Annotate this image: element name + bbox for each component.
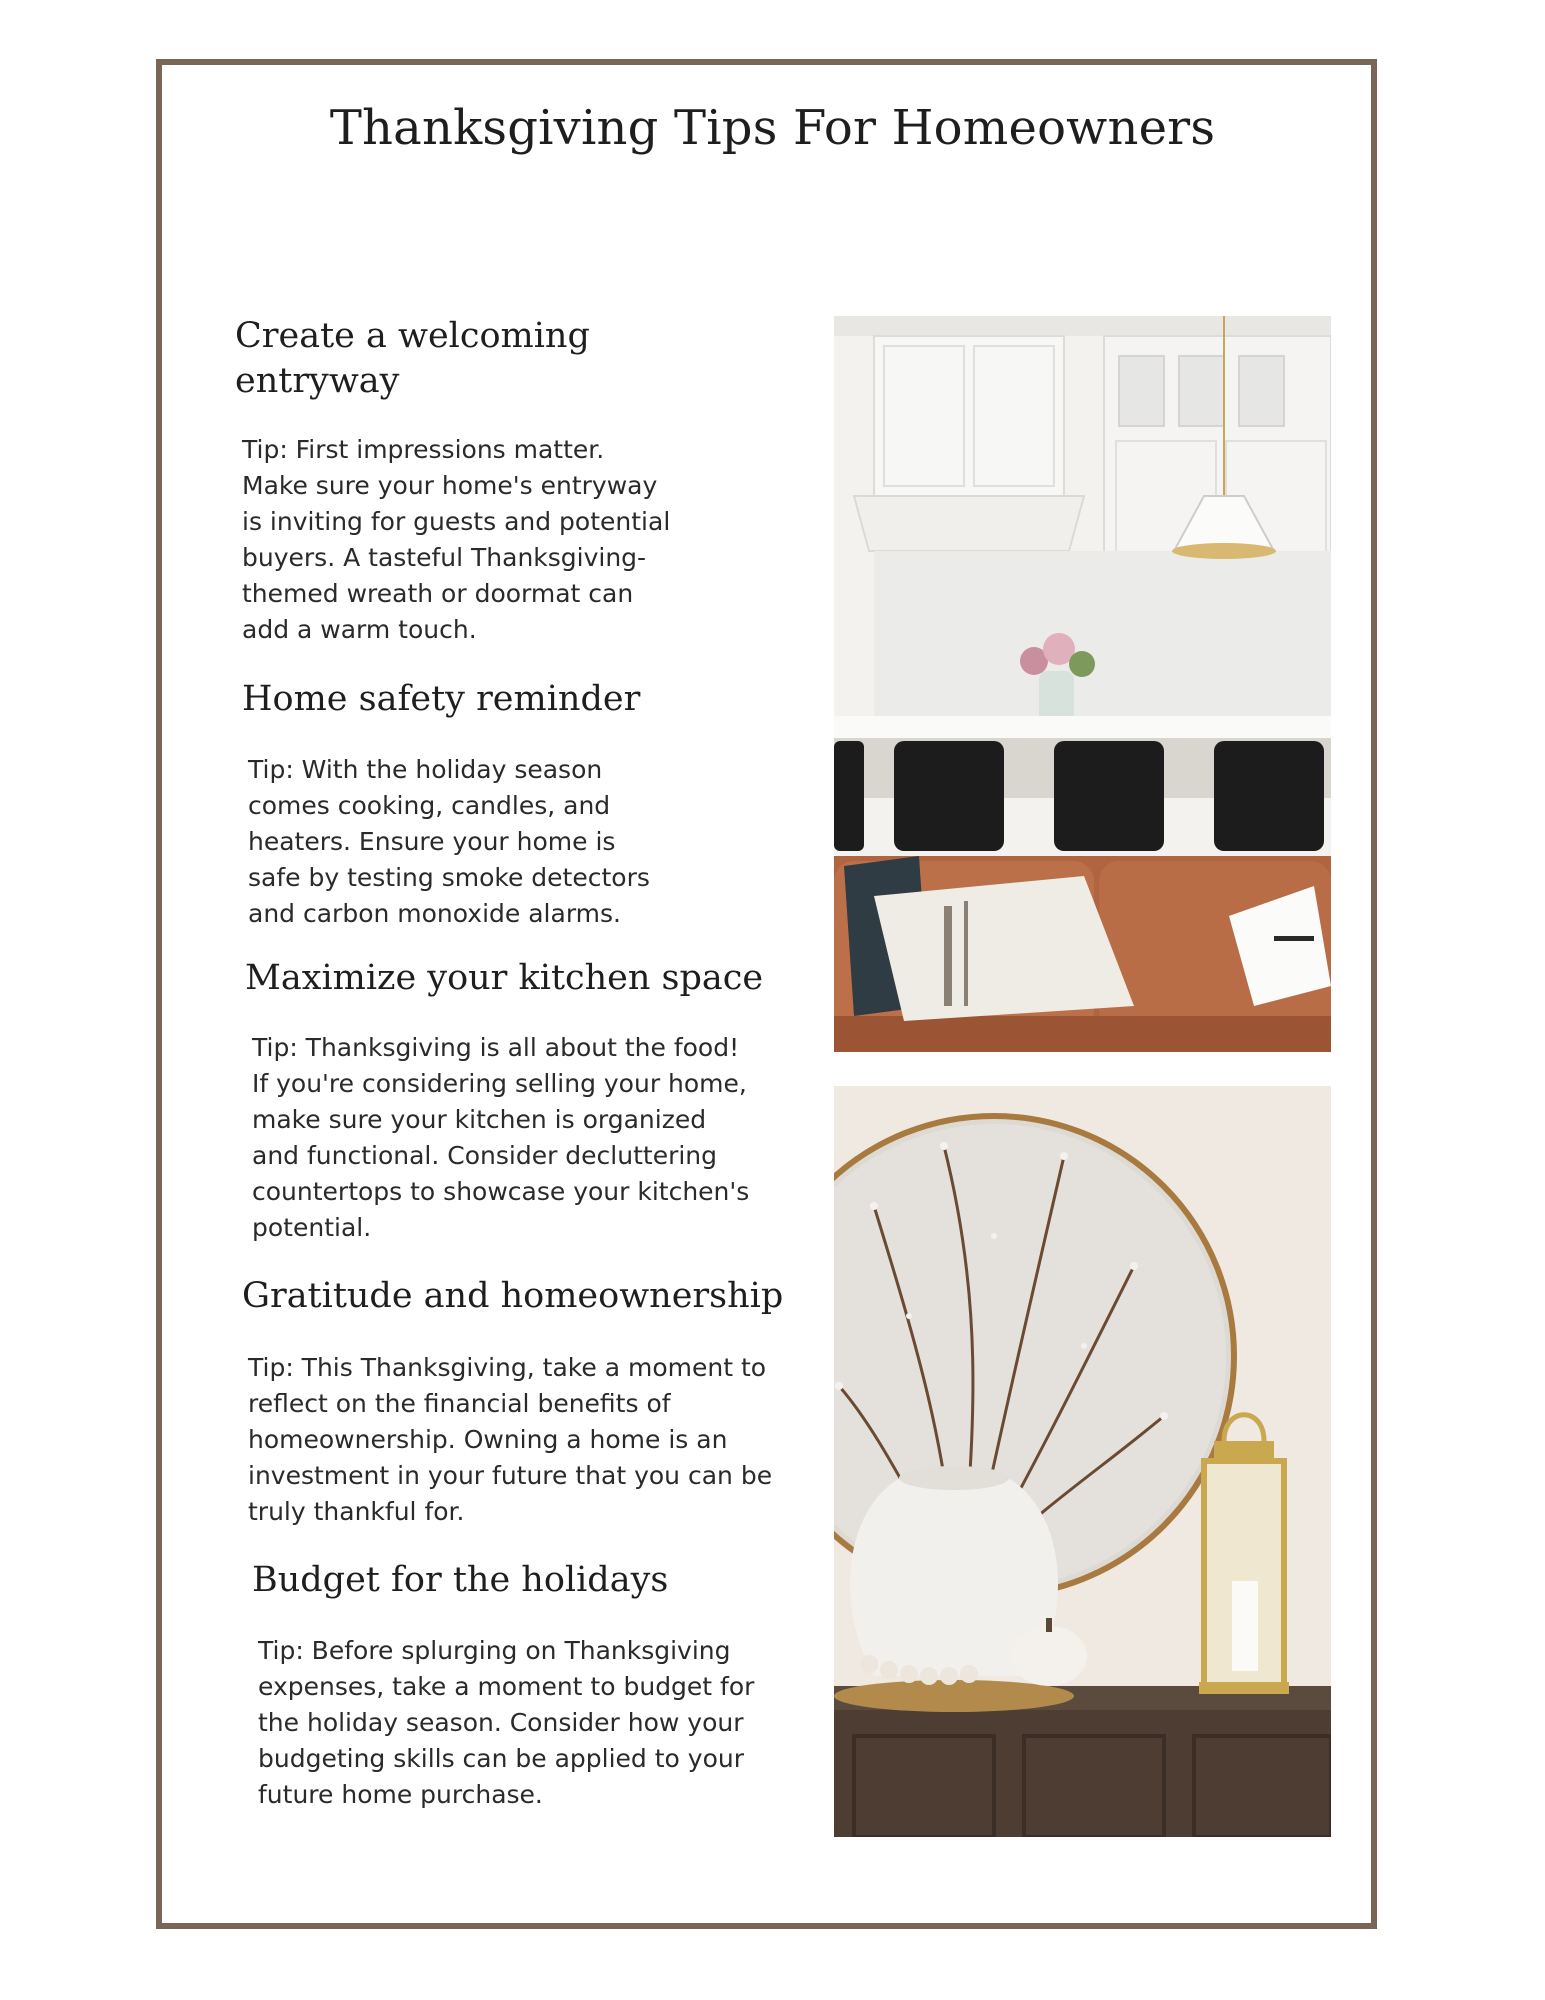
section-heading-gratitude: Gratitude and homeownership — [242, 1276, 784, 1316]
section-tip-safety: Tip: With the holiday season comes cooking, candles, and heaters. Ensure your home is safe by testing smoke detectors and carbon monoxide alarms. — [248, 755, 650, 928]
section-tip-gratitude: Tip: This Thanksgiving, take a moment to reflect on the financial benefits of homeownership. Owning a home is an investment in your future that you can be truly thankful for. — [248, 1353, 773, 1526]
section-heading-safety: Home safety reminder — [242, 679, 641, 719]
section-tip-entryway: Tip: First impressions matter. Make sure your home's entryway is inviting for guests and potential buyers. A tasteful Thanksgiving-themed wreath or doormat can add a warm touch. — [242, 435, 671, 644]
section-heading-budget: Budget for the holidays — [252, 1560, 669, 1600]
section-heading-kitchen: Maximize your kitchen space — [245, 958, 764, 998]
mirror-vase-lantern-photo — [834, 1086, 1331, 1837]
kitchen-living-room-photo — [834, 316, 1331, 1052]
page-title: Thanksgiving Tips For Homeowners — [329, 100, 1216, 156]
section-tip-budget: Tip: Before splurging on Thanksgiving expenses, take a moment to budget for the holiday season. Consider how your budgeting skills can be applied to your future home purchase. — [258, 1636, 755, 1809]
section-tip-kitchen: Tip: Thanksgiving is all about the food! If you're considering selling your home, make sure your kitchen is organized and functional. Consider decluttering countertops to showcase your kitchen's potential. — [252, 1033, 750, 1242]
section-heading-entryway: Create a welcoming entryway — [235, 316, 590, 401]
